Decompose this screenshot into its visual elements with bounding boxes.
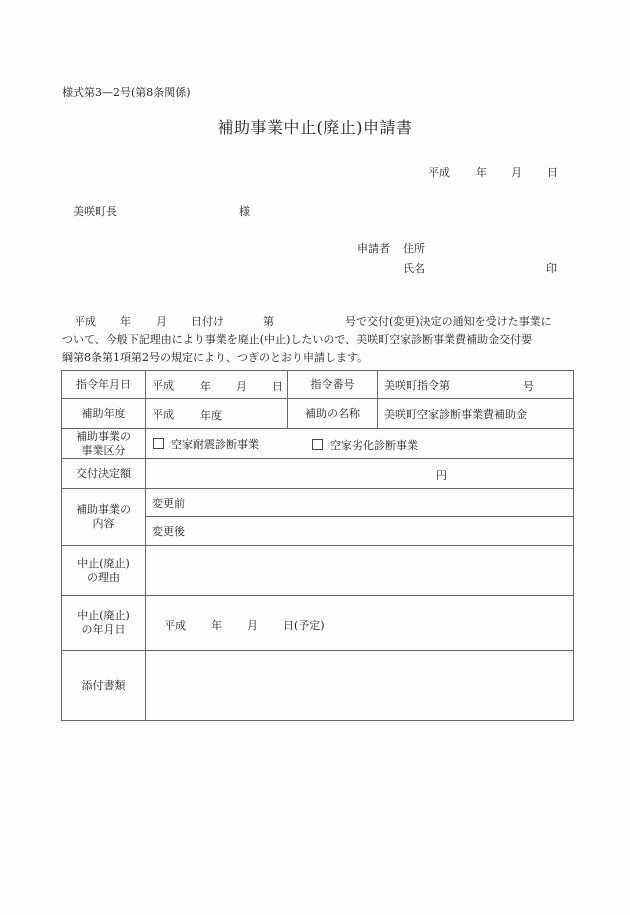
yen-unit: 円 <box>436 469 447 482</box>
directive-date-field[interactable]: 平成 年 月 日 <box>146 371 288 399</box>
addressee-name: 美咲町長 <box>73 205 117 218</box>
directive-number-label: 指令番号 <box>288 371 378 399</box>
grant-amount-label: 交付決定額 <box>62 459 146 489</box>
document-title: 補助事業中止(廃止)申請書 <box>217 118 413 137</box>
date-month: 月 <box>511 166 522 179</box>
statement-line-1: 平成 年 月 日付け 第 号で交付(変更)決定の通知を受けた事業に <box>74 315 552 328</box>
directive-date-label: 指令年月日 <box>62 371 146 399</box>
application-form-table <box>61 370 574 721</box>
row-cancellation-reason <box>62 546 574 596</box>
applicant-label: 申請者 <box>357 242 390 255</box>
statement-line-3: 綱第8条第1項第2号の規定により、つぎのとおり申請します。 <box>62 351 369 364</box>
cancellation-reason-field[interactable] <box>146 546 574 596</box>
directive-number-field[interactable]: 美咲町指令第 号 <box>378 371 574 399</box>
option-deterioration-diagnosis[interactable]: 空家劣化診断事業 <box>312 437 418 453</box>
checkbox-icon[interactable] <box>312 439 323 450</box>
checkbox-icon[interactable] <box>153 438 164 449</box>
row-cancellation-date <box>62 596 574 651</box>
date-day: 日 <box>547 166 558 179</box>
form-number: 様式第3—2号(第8条関係) <box>62 86 191 99</box>
date-era: 平成 <box>428 166 450 179</box>
attachments-label: 添付書類 <box>62 651 146 721</box>
seal-mark: 印 <box>546 262 557 275</box>
row-directive-date <box>62 371 574 399</box>
row-subsidy-year <box>62 399 574 429</box>
cancellation-date-label: 中止(廃止) の年月日 <box>62 596 146 651</box>
row-attachments <box>62 651 574 721</box>
cancellation-date-field[interactable]: 平成 年 月 日(予定) <box>146 596 574 651</box>
subsidy-name-label: 補助の名称 <box>288 399 378 429</box>
date-year: 年 <box>476 166 487 179</box>
content-after-field[interactable]: 変更後 <box>146 517 574 546</box>
subsidy-name-value: 美咲町空家診断事業費補助金 <box>378 399 574 429</box>
business-category-label: 補助事業の 事業区分 <box>62 429 146 459</box>
cancellation-reason-label: 中止(廃止) の理由 <box>62 546 146 596</box>
content-before-field[interactable]: 変更前 <box>146 489 574 517</box>
grant-amount-field[interactable] <box>146 459 574 489</box>
addressee-honorific: 様 <box>239 205 250 218</box>
name-label: 氏名 <box>403 262 425 275</box>
option-seismic-diagnosis[interactable]: 空家耐震診断事業 <box>153 438 259 451</box>
row-content-before <box>62 489 574 517</box>
application-statement <box>62 313 574 367</box>
business-category-options <box>146 429 574 459</box>
row-business-category <box>62 429 574 459</box>
business-content-label: 補助事業の 内容 <box>62 489 146 546</box>
statement-line-2: ついて、今般下記理由により事業を廃止(中止)したいので、美咲町空家診断事業費補助金交付要 <box>62 333 533 346</box>
address-label: 住所 <box>403 242 425 255</box>
row-grant-amount <box>62 459 574 489</box>
subsidy-year-field[interactable]: 平成 年度 <box>146 399 288 429</box>
subsidy-year-label: 補助年度 <box>62 399 146 429</box>
attachments-field[interactable] <box>146 651 574 721</box>
